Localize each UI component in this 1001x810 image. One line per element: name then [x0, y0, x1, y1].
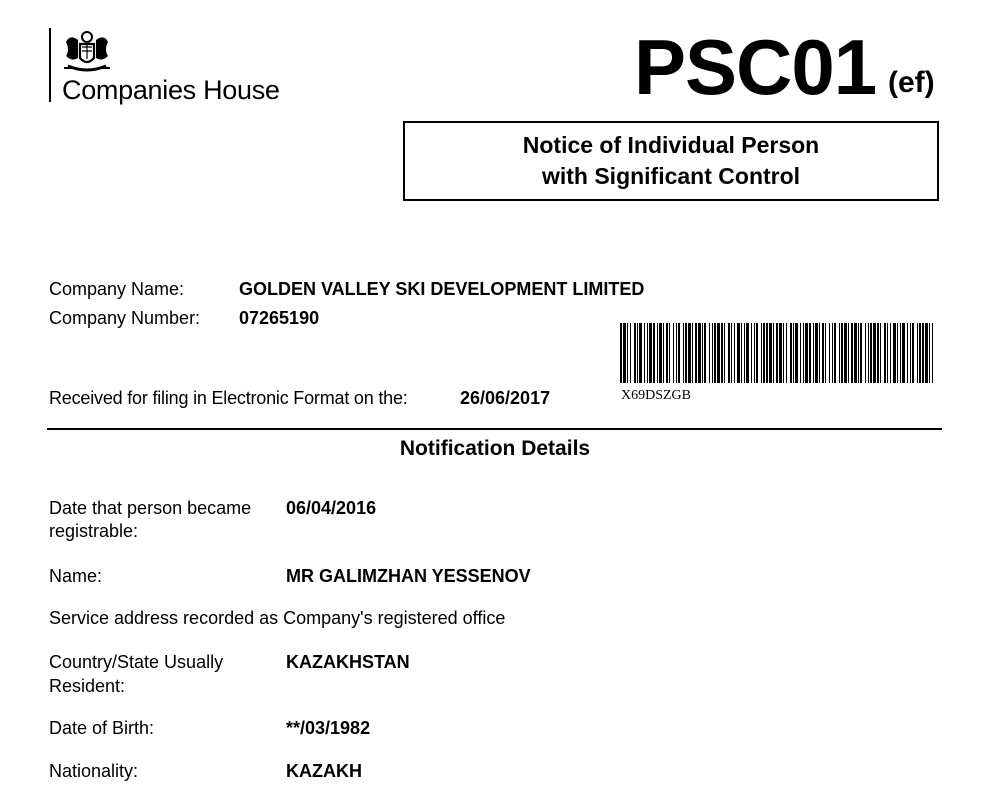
- form-title-line-1: Notice of Individual Person: [522, 132, 820, 158]
- received-date-label: Received for filing in Electronic Format on the:: [49, 388, 408, 408]
- person-name-value: MR GALIMZHAN YESSENOV: [286, 566, 531, 586]
- nationality-label: Nationality:: [49, 761, 139, 781]
- logo-divider: [49, 28, 51, 102]
- form-code: PSC01: [634, 23, 877, 111]
- form-title-box: [403, 121, 939, 201]
- company-number-label: Company Number:: [49, 308, 201, 328]
- received-date-value: 26/06/2017: [460, 388, 551, 408]
- company-name-label: Company Name:: [49, 279, 185, 299]
- service-address-text: Service address recorded as Company's registered office: [49, 608, 506, 628]
- company-number-value: 07265190: [239, 308, 320, 328]
- section-divider: [47, 428, 942, 430]
- registrable-date-label-line-1: Date that person became: [49, 498, 252, 518]
- date-of-birth-value: **/03/1982: [286, 718, 371, 738]
- country-resident-label-line-1: Country/State Usually: [49, 652, 224, 672]
- country-resident-value: KAZAKHSTAN: [286, 652, 410, 672]
- company-name-value: GOLDEN VALLEY SKI DEVELOPMENT LIMITED: [239, 279, 645, 299]
- registrable-date-value: 06/04/2016: [286, 498, 377, 518]
- form-suffix: (ef): [888, 66, 935, 99]
- barcode-text: X69DSZGB: [621, 388, 692, 403]
- royal-coat-of-arms-icon: [60, 28, 114, 72]
- date-of-birth-label: Date of Birth:: [49, 718, 155, 738]
- person-name-label: Name:: [49, 566, 103, 586]
- barcode: [620, 323, 933, 383]
- organisation-name: Companies House: [62, 75, 280, 105]
- form-title-line-2: with Significant Control: [541, 163, 801, 189]
- section-heading: Notification Details: [399, 437, 591, 460]
- country-resident-label-line-2: Resident:: [49, 676, 126, 696]
- registrable-date-label-line-2: registrable:: [49, 521, 139, 541]
- nationality-value: KAZAKH: [286, 761, 362, 781]
